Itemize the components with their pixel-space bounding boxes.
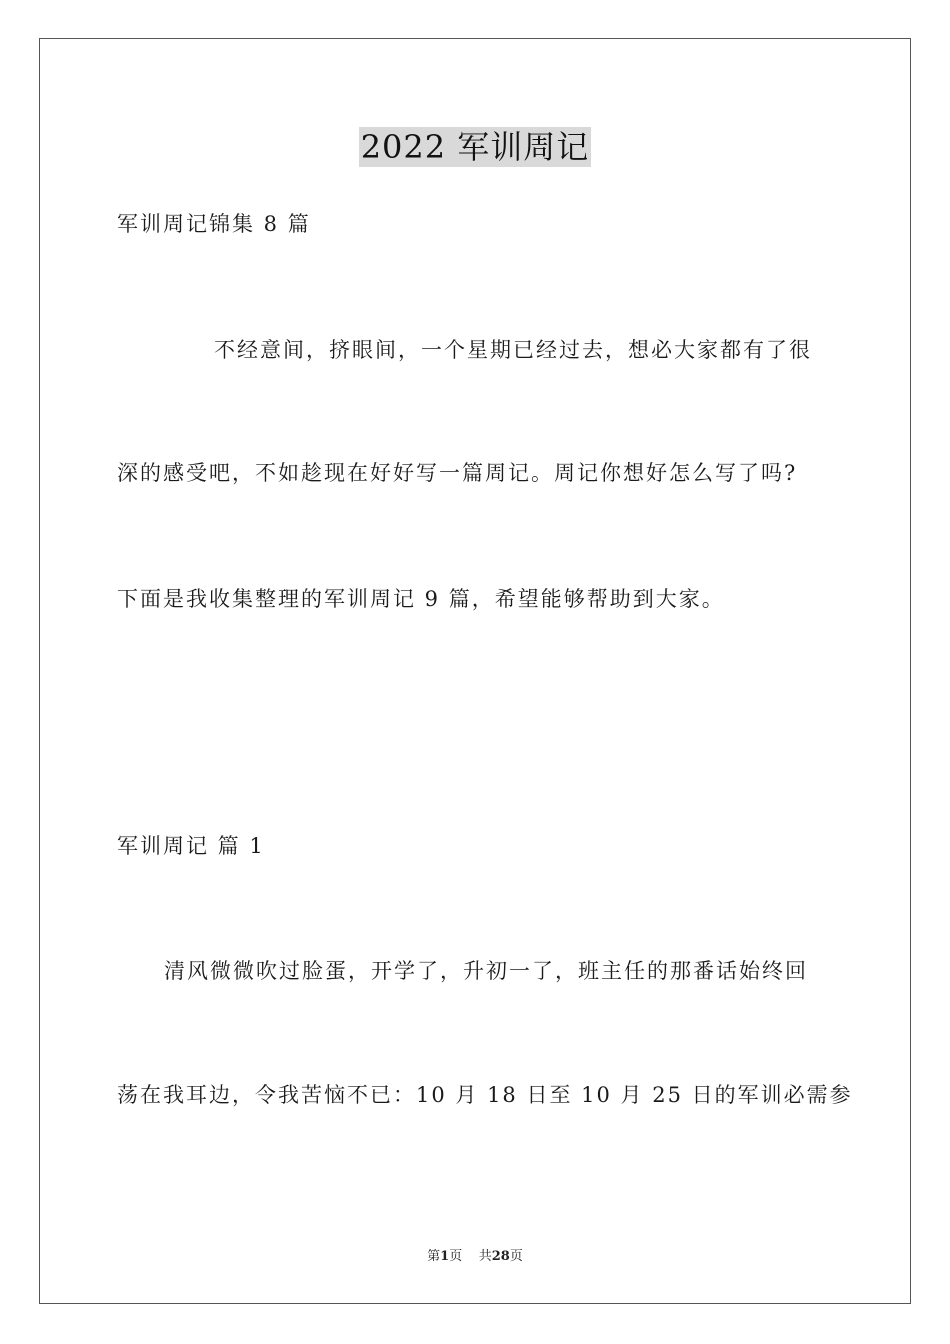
intro-paragraph-line-1: 不经意间，挤眼间，一个星期已经过去，想必大家都有了很 bbox=[214, 338, 812, 362]
footer-page-number: 1 bbox=[440, 1249, 450, 1264]
footer-page-suffix: 页 bbox=[509, 1249, 523, 1264]
page-footer bbox=[0, 1248, 950, 1266]
intro-paragraph-line-2: 深的感受吧，不如趁现在好好写一篇周记。周记你想好怎么写了吗? bbox=[117, 461, 798, 485]
footer-total-pages: 28 bbox=[491, 1249, 510, 1264]
section-paragraph-line-2: 荡在我耳边，令我苦恼不已：10 月 18 日至 10 月 25 日的军训必需参 bbox=[117, 1083, 853, 1107]
document-subtitle: 军训周记锦集 8 篇 bbox=[117, 212, 311, 236]
title-container bbox=[0, 127, 950, 167]
footer-page-prefix: 第 bbox=[427, 1249, 441, 1264]
intro-paragraph-line-3: 下面是我收集整理的军训周记 9 篇，希望能够帮助到大家。 bbox=[117, 587, 725, 611]
document-title: 2022 军训周记 bbox=[360, 128, 590, 166]
section-paragraph-line-1: 清风微微吹过脸蛋，开学了，升初一了，班主任的那番话始终回 bbox=[164, 959, 808, 983]
footer-page-mid: 页 共 bbox=[449, 1249, 492, 1264]
section-heading: 军训周记 篇 1 bbox=[117, 834, 265, 858]
